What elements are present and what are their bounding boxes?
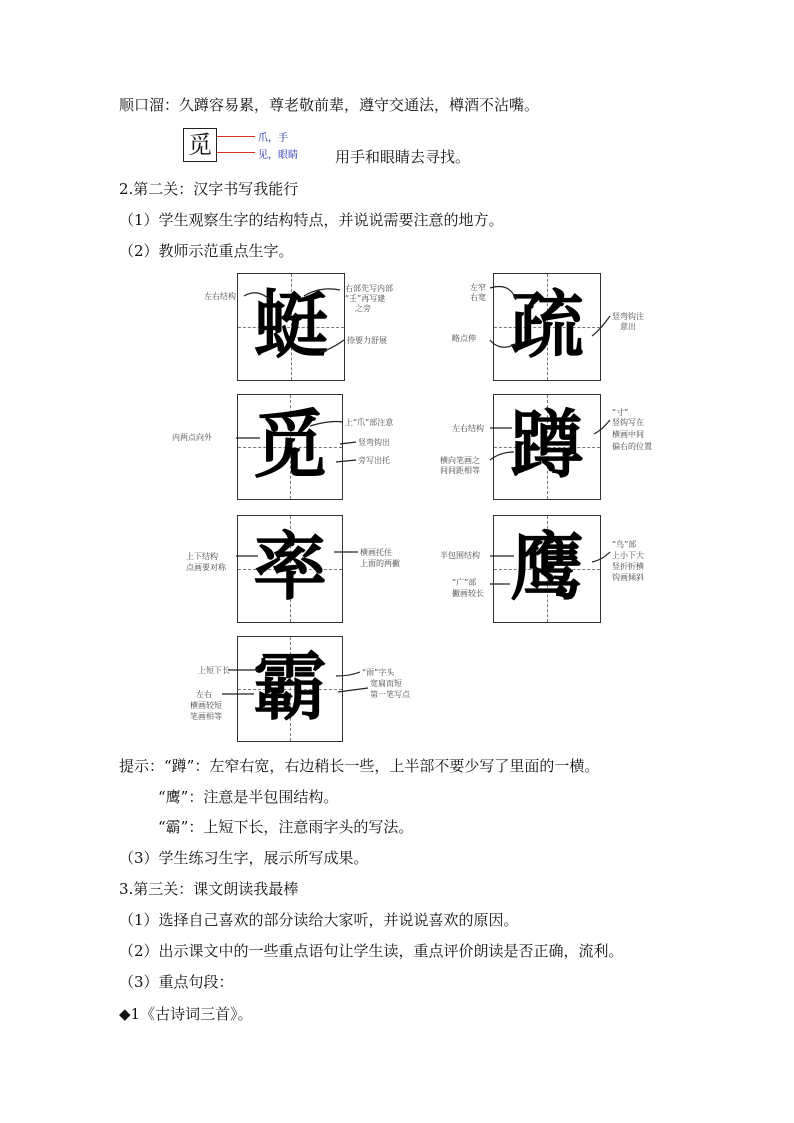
section2-title: 2.第二关：汉字书写我能行 <box>119 180 299 198</box>
note-shu-l2: 右宽 <box>470 293 486 302</box>
note-ying-l3: 撇画较长 <box>452 589 484 598</box>
char-ying: 鹰 <box>510 524 584 611</box>
note-mi-r3: 旁写出托 <box>358 456 390 465</box>
note-ting-r3: 之旁 <box>355 304 371 313</box>
char-box-mi <box>237 394 343 500</box>
mi-character-box <box>183 128 217 162</box>
note-ba-l3: 横画较短 <box>190 701 222 710</box>
char-box-shu <box>493 273 601 381</box>
s3-step1: （1）选择自己喜欢的部分读给大家听，并说说喜欢的原因。 <box>119 911 519 929</box>
char-box-lv <box>237 515 343 623</box>
mi-bottom-note: 见，眼睛 <box>258 150 298 161</box>
note-ying-r4: 钩画倾斜 <box>612 573 644 582</box>
char-box-ba <box>237 636 343 742</box>
note-dun-l3: 间间距相等 <box>440 466 480 475</box>
note-ba-r1: “雨”字头 <box>362 668 395 677</box>
note-ba-r3: 第一笔写点 <box>370 690 410 699</box>
note-lv-l1: 上下结构 <box>186 552 218 561</box>
note-ting-left: 左右结构 <box>204 292 236 301</box>
char-box-ying <box>493 515 601 623</box>
mi-top-note: 爪，手 <box>258 133 288 144</box>
note-ying-l2: “广”部 <box>452 578 477 587</box>
tip-line-1: 提示：“蹲”：左窄右宽，右边稍长一些，上半部不要少写了里面的一横。 <box>119 757 600 775</box>
note-mi-r1: 上“爪”部注意 <box>345 418 394 427</box>
char-ba: 霸 <box>253 644 327 731</box>
s3-step2: （2）出示课文中的一些重点语句让学生读，重点评价朗读是否正确，流利。 <box>119 942 624 960</box>
s3-step3: （3）重点句段： <box>119 973 234 991</box>
note-mi-r2: 竖弯钩出 <box>358 438 390 447</box>
mi-meaning: 用手和眼睛去寻找。 <box>335 148 471 166</box>
shunkouliu-text: 顺口溜：久蹲容易累，尊老敬前辈，遵守交通法，樽酒不沾嘴。 <box>119 96 540 114</box>
char-box-ting <box>237 273 345 381</box>
note-ting-r4: 捺要力舒展 <box>347 336 387 345</box>
char-shu: 疏 <box>510 282 584 369</box>
tip-line-3: “霸”：上短下长，注意雨字头的写法。 <box>158 818 414 836</box>
note-dun-l1: 左右结构 <box>452 424 484 433</box>
char-dun: 蹲 <box>510 402 584 489</box>
note-dun-l2: 横向笔画之 <box>440 456 480 465</box>
note-shu-r2: 意出 <box>620 322 636 331</box>
note-lv-r2: 上面的两撇 <box>360 559 400 568</box>
poem-item: ◆1《古诗词三首》。 <box>119 1005 253 1023</box>
note-ting-r2: “壬”再写建 <box>345 294 386 303</box>
char-lv: 率 <box>253 524 327 611</box>
note-shu-r1: 竖弯钩注 <box>612 312 644 321</box>
note-ba-l4: 笔画相等 <box>190 712 222 721</box>
mi-bottom-pointer <box>217 152 255 153</box>
note-ba-l1: 上短下长 <box>198 666 230 675</box>
note-ba-r2: 宽扁而短 <box>370 679 402 688</box>
note-ying-r3: 竖折折横 <box>612 562 644 571</box>
char-mi: 觅 <box>253 402 327 489</box>
note-ying-r2: 上小下大 <box>612 551 644 560</box>
note-dun-r3: 横画中间 <box>612 430 644 439</box>
note-mi-left: 内两点向外 <box>172 433 212 442</box>
section3-title: 3.第三关：课文朗读我最棒 <box>119 880 299 898</box>
mi-character: 觅 <box>188 131 212 159</box>
note-shu-l3: 略点伸 <box>452 334 476 343</box>
tip-line-2: “鹰”：注意是半包围结构。 <box>158 788 339 806</box>
note-lv-l2: 点画要对称 <box>186 563 226 572</box>
step3-text: （3）学生练习生字，展示所写成果。 <box>119 849 369 867</box>
note-ying-r1: “鸟”部 <box>612 540 637 549</box>
char-box-dun <box>493 394 601 500</box>
note-dun-r1: “寸” <box>612 408 629 417</box>
mi-top-pointer <box>217 136 255 137</box>
note-dun-r4: 偏右的位置 <box>612 442 652 451</box>
step1-text: （1）学生观察生字的结构特点，并说说需要注意的地方。 <box>119 211 504 229</box>
note-shu-l1: 左窄 <box>470 283 486 292</box>
note-ting-r1: 右部先写内部 <box>345 284 393 293</box>
note-ba-l2: 左右 <box>196 690 212 699</box>
note-ying-l1: 半包围结构 <box>440 551 480 560</box>
note-dun-r2: 竖钩写在 <box>612 418 644 427</box>
char-ting: 蜓 <box>254 282 328 369</box>
step2-text: （2）教师示范重点生字。 <box>119 242 294 260</box>
note-lv-r1: 横画托住 <box>360 548 392 557</box>
